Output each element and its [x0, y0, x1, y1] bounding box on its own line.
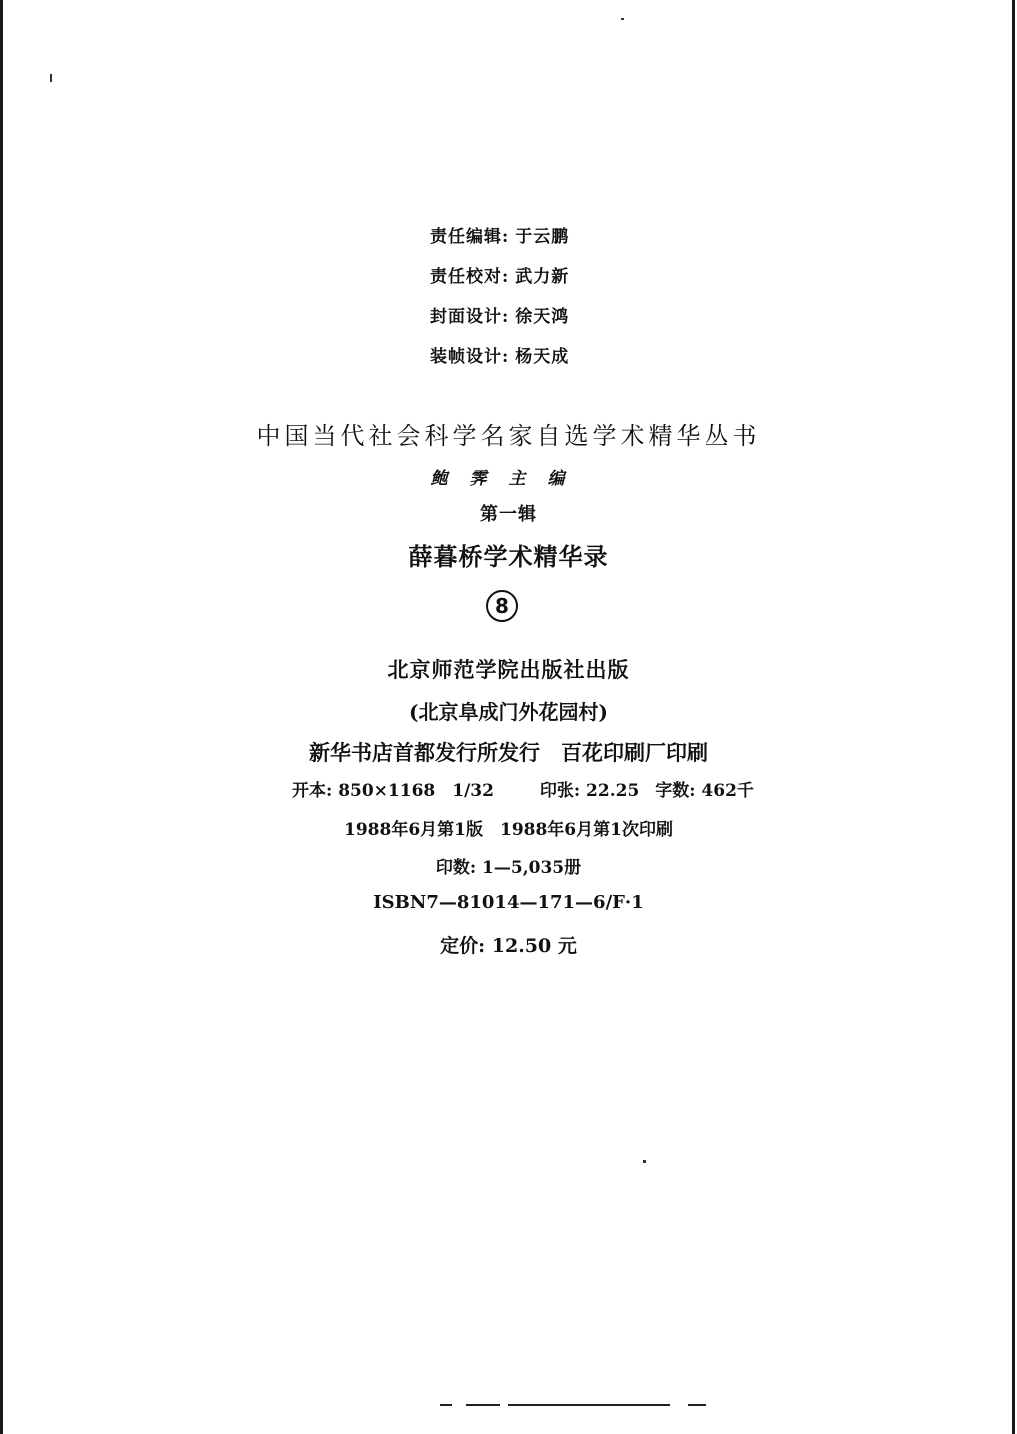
credit-row-binding-design [430, 342, 690, 382]
volume-number-badge: 8 [486, 590, 518, 622]
series-title: 中国当代社会科学名家自选学术精华丛书 [256, 422, 761, 450]
credit-name: 杨天成 [515, 347, 570, 367]
credit-role: 封面设计 [430, 307, 502, 327]
sheets-spec: 印张: 22.25 [539, 781, 640, 801]
publisher-address: (北京阜成门外花园村) [409, 700, 608, 724]
credit-separator: : [502, 347, 510, 367]
book-specs [292, 776, 754, 801]
credit-role: 装帧设计 [430, 347, 502, 367]
volume-label: 第一辑 [480, 504, 537, 525]
words-spec: 字数: 462千 [655, 781, 754, 801]
credit-row-cover-design [430, 302, 690, 342]
credit-name: 于云鹏 [515, 227, 570, 247]
credit-separator: : [502, 267, 510, 287]
credits-block [430, 222, 690, 382]
isbn: ISBN7—81014—171—6/F·1 [373, 892, 644, 913]
credit-name: 徐天鸿 [515, 307, 570, 327]
chief-editor: 鲍霁主编 [430, 469, 587, 489]
distribution-printing: 新华书店首都发行所发行 百花印刷厂印刷 [309, 740, 708, 765]
credit-role: 责任编辑 [430, 227, 502, 247]
scan-speck [621, 18, 624, 20]
price: 定价: 12.50 元 [440, 935, 577, 957]
edition-dates: 1988年6月第1版 1988年6月第1次印刷 [344, 820, 673, 840]
credit-name: 武力新 [515, 267, 570, 287]
format-spec: 开本: 850×1168 1/32 [292, 781, 494, 801]
credit-separator: : [502, 307, 510, 327]
publisher: 北京师范学院出版社出版 [387, 657, 630, 682]
scan-speck [643, 1160, 646, 1163]
bottom-rule [440, 1404, 720, 1406]
credit-role: 责任校对 [430, 267, 502, 287]
credit-separator: : [502, 227, 510, 247]
credit-row-editor [430, 222, 690, 262]
book-title: 薛暮桥学术精华录 [408, 542, 609, 571]
scan-speck [50, 74, 52, 82]
credit-row-proofreader [430, 262, 690, 302]
print-run: 印数: 1—5,035册 [435, 858, 582, 878]
